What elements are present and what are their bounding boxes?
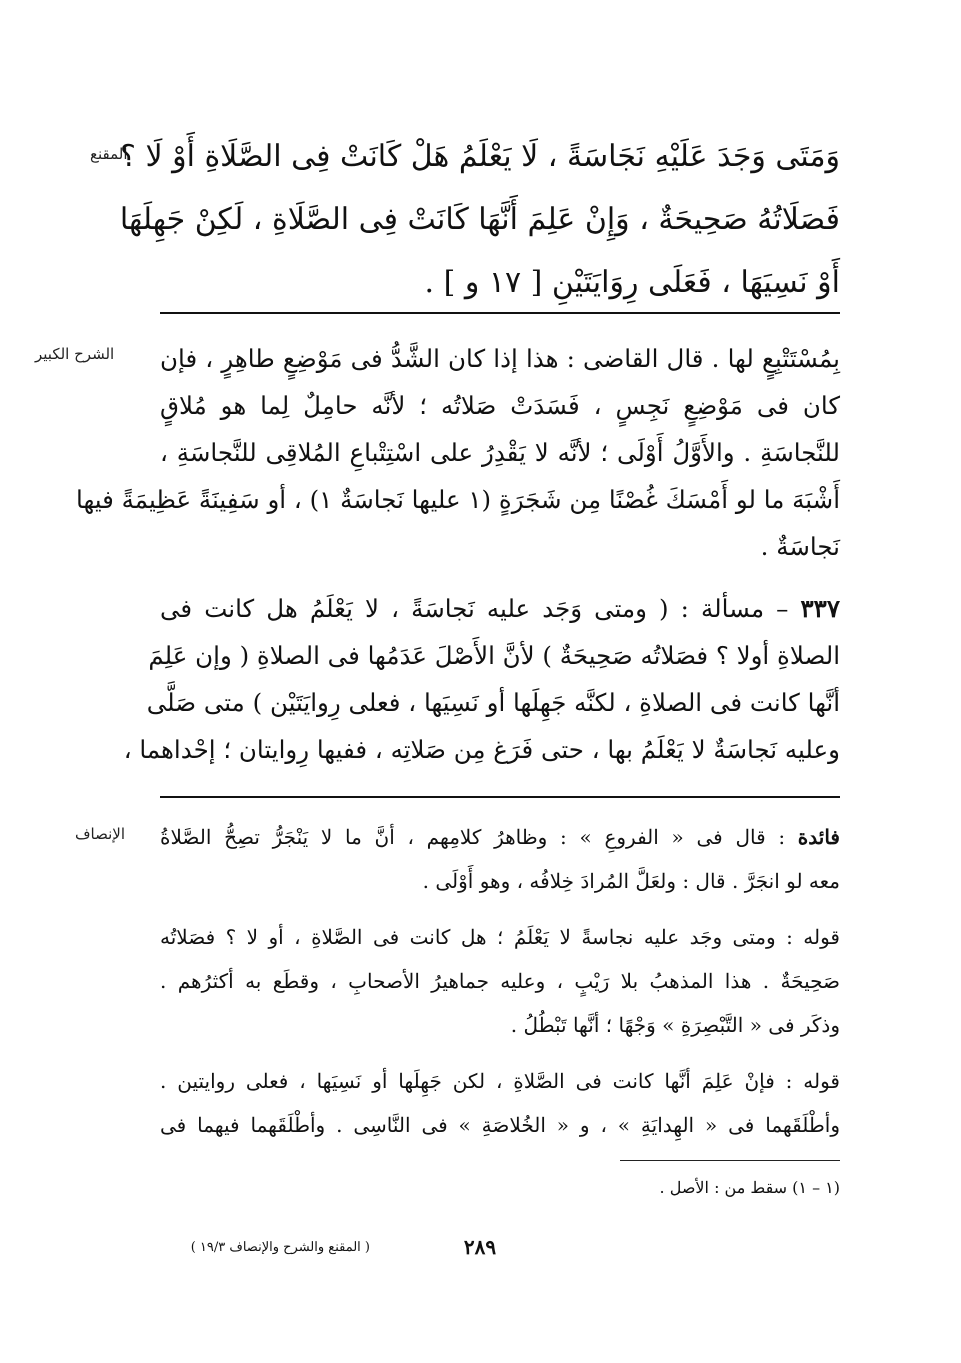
insaf-text <box>160 815 840 1147</box>
masala-line: الصلاةِ أولا ؟ فصَلاتُه صَحِيحَةٌ ) لأنَّ الأَصْلَ عَدَمُها فى الصلاةِ ( وإن عَلِمَ <box>148 641 840 670</box>
matn-text <box>119 125 840 314</box>
footnote: (١ – ١) سقط من : الأصل . <box>659 1178 840 1197</box>
sharh-line: أَشْبَهَ ما لو أَمْسَكَ غُصْنًا مِن شَجَرَةٍ (١ عليها نَجاسَةٌ ١) ، أو سَفِينَةً عَظِيمَةً فيها <box>76 485 840 514</box>
footnote-divider <box>620 1160 840 1161</box>
masala-line: أنَّها كانت فى الصلاةِ ، لكنَّه جَهِلَها أو نَسِيَها ، فعلى رِوايَتَيْن ) متى صَلَّى <box>146 688 840 717</box>
masala-number: ٣٣٧ <box>800 594 840 623</box>
page-number: ٢٨٩ <box>463 1235 497 1259</box>
sharh-line: كان فى مَوْضِعٍ نَجِسٍ ، فَسَدَتْ صَلاتُه ؛ لأنَّه حامِلٌ لِما هو مُلاقٍ <box>160 391 840 420</box>
masala-line <box>160 585 840 632</box>
insaf-line: وأطْلَقَهما فى « الهِدايَةِ » ، و « الخُلاصَةِ » فى النَّاسِى . وأطْلَقَهما فيهما فى <box>160 1113 840 1137</box>
insaf-line: قوله : فإنْ عَلِمَ أنَّها كانت فى الصَّلاةِ ، لكن جَهِلَها أو نَسِيَها ، فعلى روايتين . <box>160 1069 840 1093</box>
insaf-line <box>160 815 840 859</box>
sharh-label: الشرح الكبير <box>35 345 115 363</box>
insaf-label: الإنصاف <box>75 825 126 843</box>
insaf-line-rest: : قال فى « الفروعِ » : وظاهرُ كلامِهم ، أنَّ ما لا يَنْجَرُّ تصِحُّ الصَّلاةُ <box>160 825 786 849</box>
section-divider <box>160 312 840 314</box>
matn-line: أَوْ نَسِيَهَا ، فَعَلَى رِوَايَتَيْنِ [ ١٧ و ] . <box>424 265 840 300</box>
masala-line-rest: – مسألة : ( ومتى وَجَد عليه نَجاسَةً ، لا يَعْلَمُ هل كانت فى <box>160 594 789 623</box>
fa-ida-label: فائدة <box>797 825 840 849</box>
sharh-line: للنَّجاسَةِ . والأَوَّلُ أَوْلَى ؛ لأنَّه لا يَقْدِرُ على اسْتِتْباعِ المُلاقِى للنَّجاسَةِ ، <box>160 438 840 467</box>
insaf-line: قوله : ومتى وجَد عليه نجاسةً لا يَعْلَمُ ؛ هل كانت فى الصَّلاةِ ، أو لا ؟ فصَلاتُه <box>160 925 840 949</box>
insaf-line: معه لو انجَرَّ . قال : ولعَلَّ المُرادَ خِلافُه ، وهو أَوْلَى . <box>422 869 840 893</box>
sharh-line: نَجاسَةٌ . <box>760 532 840 561</box>
masala-text <box>123 585 840 773</box>
sharh-line: بِمُسْتَتْبِعٍ لها . قال القاضى : هذا إذا كان الشَّدُّ فى مَوْضِعٍ طاهِرٍ ، فإن <box>160 344 840 373</box>
matn-line: فَصَلَاتُهُ صَحِيحَةٌ ، وَإِنْ عَلِمَ أَنَّهَا كَانَتْ فِى الصَّلَاةِ ، لَكِنْ جَهِلَهَا <box>119 202 840 237</box>
section-divider <box>160 796 840 798</box>
muqni-label: المقنع <box>90 145 128 163</box>
volume-signature: ( المقنع والشرح والإنصاف ١٩/٣ ) <box>190 1240 370 1255</box>
matn-line: وَمَتَى وَجَدَ عَلَيْهِ نَجَاسَةً ، لَا يَعْلَمُ هَلْ كَانَتْ فِى الصَّلَاةِ أَوْ لَا ؟ <box>120 139 840 174</box>
insaf-line: وذكَر فى « التَّبْصِرَةِ » وَجْهًا ؛ أنَّها تَبْطُلُ . <box>510 1013 840 1037</box>
sharh-text <box>76 335 840 570</box>
insaf-line: صَحِيحَةٌ . هذا المذهبُ بلا رَيْبٍ ، وعليه جماهيرُ الأصحابِ ، وقطَع به أكثرُهم . <box>160 969 840 993</box>
masala-line: وعليه نَجاسَةٌ لا يَعْلَمُ بها ، حتى فَرَغ مِن صَلاتِه ، ففيها رِوايتان ؛ إحْداهما ، <box>123 735 840 764</box>
